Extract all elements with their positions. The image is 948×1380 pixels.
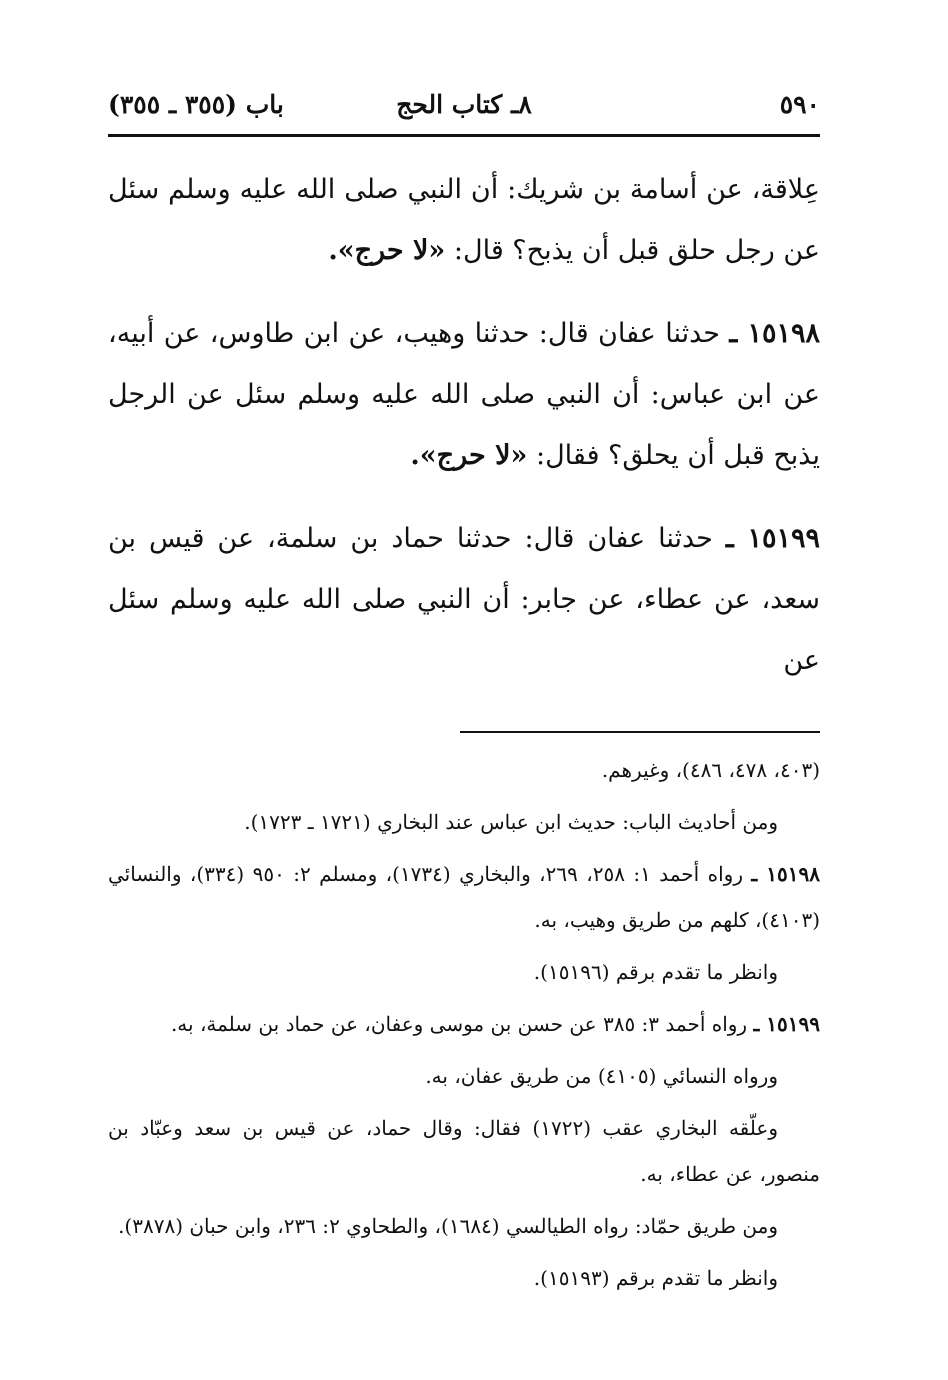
hadith-paragraph [108, 508, 820, 691]
running-header [108, 86, 820, 130]
footnote [108, 1105, 820, 1197]
footnote-text: رواه أحمد ٣: ٣٨٥ عن حسن بن موسى وعفان، عن حماد بن سلمة، به. [170, 1012, 748, 1036]
footnote-number: ١٥١٩٨ ـ [751, 862, 820, 886]
footnote [108, 1255, 820, 1301]
chapter-heading: باب (٣٥٥ ـ ٣٥٥) [108, 90, 284, 119]
footnote [108, 1203, 820, 1249]
footnotes [108, 747, 820, 1301]
paragraph-text: حدثنا عفان قال: حدثنا حماد بن سلمة، عن قيس بن سعد، عن عطاء، عن جابر: أن النبي صلى الله عليه وسلم سئل عن [108, 523, 820, 676]
hadith-number: ١٥١٩٨ ـ [729, 318, 820, 349]
footnote-rule [460, 731, 820, 733]
page-number: ٥٩٠ [779, 90, 820, 119]
footnote [108, 747, 820, 793]
footnote [108, 1053, 820, 1099]
book-title: ٨ـ كتاب الحج [396, 90, 532, 119]
book-page [108, 86, 820, 1301]
header-rule [108, 134, 820, 137]
paragraph-text: عِلاقة، عن أسامة بن شريك: أن النبي صلى الله عليه وسلم سئل عن رجل حلق قبل أن يذبح؟ قال: [108, 174, 820, 266]
paragraph-text: حدثنا عفان قال: حدثنا وهيب، عن ابن طاوس، عن أبيه، عن ابن عباس: أن النبي صلى الله عليه وسلم سئل عن الرجل يذبح قبل أن يحلق؟ فقال: [108, 318, 820, 471]
footnote-text: وعلّقه البخاري عقب (١٧٢٢) فقال: وقال حماد، عن قيس بن سعد وعبّاد بن منصور، عن عطاء، به. [108, 1116, 820, 1186]
footnote-text: ومن طريق حمّاد: رواه الطيالسي (١٦٨٤)، والطحاوي ٢: ٢٣٦، وابن حبان (٣٨٧٨). [118, 1214, 778, 1238]
footnote-text: وانظر ما تقدم برقم (١٥١٩٣). [533, 1266, 778, 1290]
footnote [108, 799, 820, 845]
footnote-text: ورواه النسائي (٤١٠٥) من طريق عفان، به. [425, 1064, 778, 1088]
prophet-quote: «لا حرج». [328, 235, 446, 266]
footnote-text: ومن أحاديث الباب: حديث ابن عباس عند البخاري (١٧٢١ ـ ١٧٢٣). [244, 810, 778, 834]
footnote [108, 851, 820, 943]
hadith-paragraph [108, 303, 820, 486]
footnote [108, 1001, 820, 1047]
footnote [108, 949, 820, 995]
prophet-quote: «لا حرج». [410, 440, 528, 471]
paragraph [108, 159, 820, 281]
footnote-number: ١٥١٩٩ ـ [753, 1012, 820, 1036]
footnote-text: (٤٠٣، ٤٧٨، ٤٨٦)، وغيرهم. [601, 758, 820, 782]
main-text [108, 159, 820, 691]
hadith-number: ١٥١٩٩ ـ [725, 523, 820, 554]
footnote-text: رواه أحمد ١: ٢٥٨، ٢٦٩، والبخاري (١٧٣٤)، ومسلم ٢: ٩٥٠ (٣٣٤)، والنسائي (٤١٠٣)، كلهم من طريق وهيب، به. [108, 862, 820, 932]
footnote-text: وانظر ما تقدم برقم (١٥١٩٦). [533, 960, 778, 984]
